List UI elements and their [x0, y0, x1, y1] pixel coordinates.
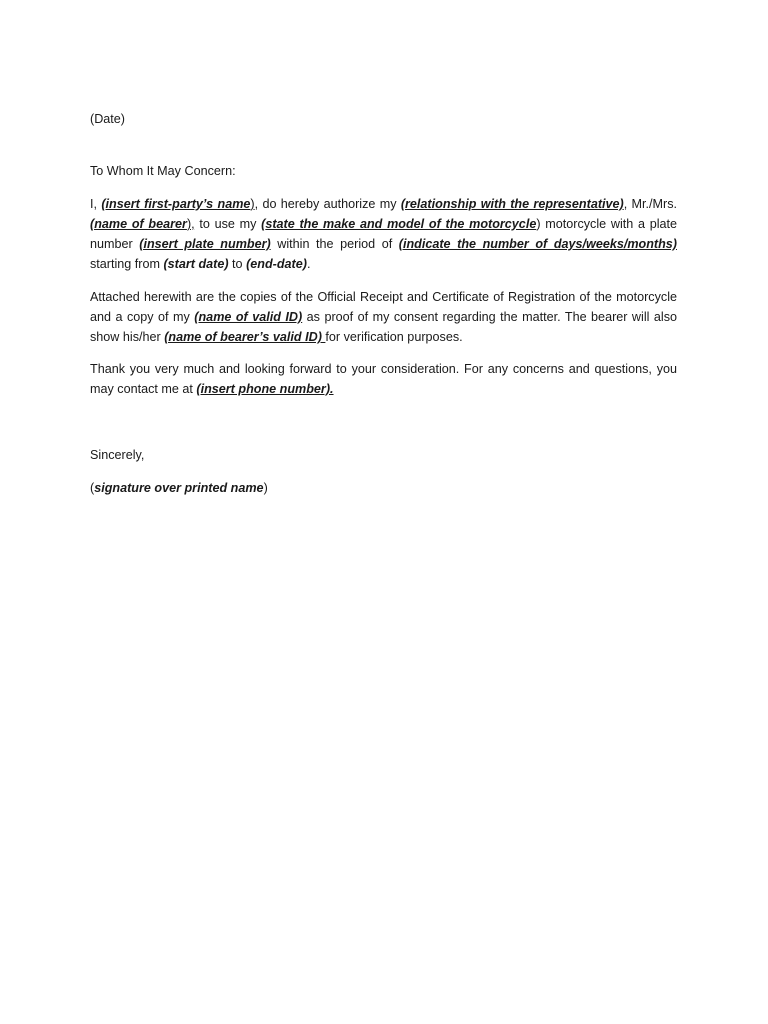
signature-close: ) — [263, 481, 268, 495]
bearer-name-field-close: ), — [186, 217, 195, 231]
make-model-field-open: ( — [261, 217, 266, 231]
para2-text-2: as proof of my consent regarding the matter. The bearer will also show his/her — [90, 310, 678, 344]
start-date-field: (start date) — [163, 257, 229, 271]
salutation: To Whom It May Concern: — [90, 164, 236, 178]
attachments-paragraph — [90, 287, 677, 347]
signature-field: signature over printed name — [94, 481, 264, 495]
relationship-field: (relationship with the representative) — [400, 197, 624, 211]
para1-text-5: motorcycle with a plate number — [90, 217, 678, 251]
date-line: (Date) — [90, 112, 125, 126]
signature-open: ( — [90, 481, 95, 495]
para1-text-4: to use my — [194, 217, 262, 231]
valid-id-field: (name of valid ID) — [194, 310, 303, 324]
make-model-field: state the make and model of the motorcycle — [265, 217, 537, 231]
para1-text-6: within the period of — [270, 237, 399, 251]
para1-text-2: , do hereby authorize my — [254, 197, 401, 211]
para2-text-3: for verification purposes. — [325, 330, 463, 344]
plate-number-field: (insert plate number) — [139, 237, 271, 251]
bearer-name-field: (name of bearer — [90, 217, 187, 231]
first-party-name-field: (insert first-party’s name — [101, 197, 251, 211]
para1-text-8: to — [228, 257, 247, 271]
para1-text-3: , Mr./Mrs. — [623, 197, 678, 211]
thanks-paragraph — [90, 359, 677, 399]
end-date-field: (end-date) — [246, 257, 307, 271]
para1-text-1: I, — [90, 197, 102, 211]
make-model-field-close: ) — [536, 217, 541, 231]
para2-text-1: Attached herewith are the copies of the Official Receipt and Certificate of Registration of the motorcycle and a copy of my — [90, 290, 677, 324]
first-party-name-field-close: ) — [250, 197, 255, 211]
closing-line: Sincerely, — [90, 448, 145, 462]
para1-text-7: starting from — [90, 257, 164, 271]
authorization-paragraph — [90, 194, 677, 274]
period-field: (indicate the number of days/weeks/months) — [398, 237, 677, 251]
para1-text-9: . — [306, 257, 311, 271]
bearer-valid-id-field: (name of bearer’s valid ID) — [164, 330, 326, 344]
phone-number-field: (insert phone number). — [196, 382, 334, 396]
signature-line — [90, 478, 677, 498]
para3-text-1: Thank you very much and looking forward to your consideration. For any concerns and questions, you may contact me at — [90, 362, 677, 396]
